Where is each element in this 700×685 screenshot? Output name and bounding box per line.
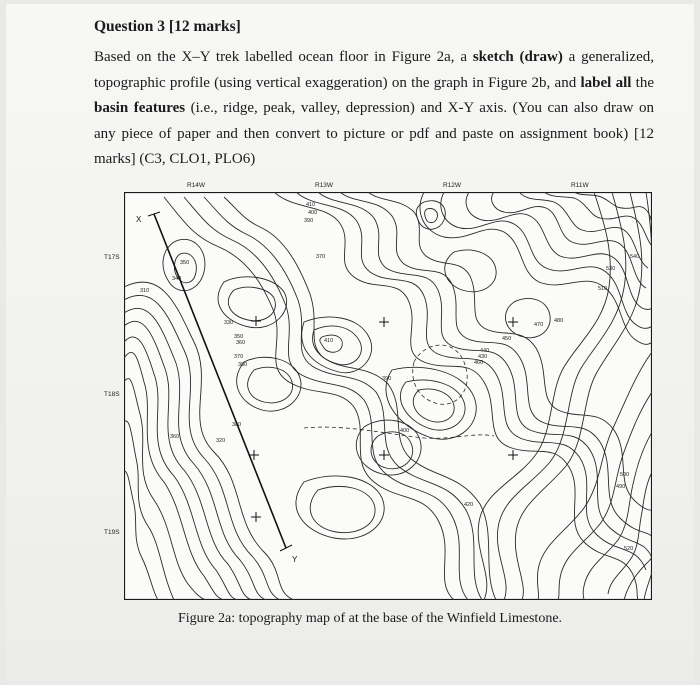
contour-label-470: 470 (534, 322, 544, 328)
contour-label-380: 380 (238, 362, 248, 368)
question-block (94, 18, 654, 173)
contour-label-480: 480 (554, 318, 564, 324)
figure-caption (0, 611, 700, 627)
contour-label-380-b: 380 (232, 422, 242, 428)
contour-label-370-b: 370 (316, 254, 326, 260)
township-label-t17s: T17S (104, 254, 120, 261)
question-body (94, 45, 654, 173)
endpoint-x-label: X (136, 215, 142, 224)
contour-label-400: 400 (308, 210, 318, 216)
body-bold-1: sketch (draw) (472, 49, 563, 65)
contour-label-350: 350 (234, 334, 244, 340)
endpoint-y-label: Y (292, 555, 298, 564)
contour-label-510: 510 (598, 286, 608, 292)
contour-label-520: 520 (624, 546, 634, 552)
contour-label-390: 390 (304, 218, 314, 224)
township-label-t19s: T19S (104, 529, 120, 536)
contour-label-330: 330 (224, 320, 234, 326)
contour-label-370: 370 (234, 354, 244, 360)
contour-label-500: 500 (620, 472, 630, 478)
topography-map (124, 192, 652, 600)
contour-map-svg (124, 192, 652, 600)
body-bold-2: label all (580, 74, 632, 91)
body-text-2: a generalized, topographic profile (using vertical exaggeration) on the graph in Figure 2b, and (94, 49, 654, 91)
contour-label-540: 540 (630, 254, 640, 260)
contour-label-420: 420 (464, 502, 474, 508)
contour-label-360: 360 (236, 340, 246, 346)
body-text-3: the (631, 74, 654, 91)
body-text-4: (i.e., ridge, peak, valley, depression) and X-Y axis. (You can also draw on any piece of paper and then convert to picture or pdf and paste on assignment book) [12 marks] (C3, CLO1, PLO6) (94, 100, 654, 167)
contour-label-450: 450 (502, 336, 512, 342)
range-label-r14w: R14W (187, 182, 206, 189)
contour-label-410-b: 410 (324, 338, 334, 344)
range-label-r13w: R13W (315, 182, 334, 189)
contour-label-350-b: 350 (180, 260, 190, 266)
contour-label-340: 340 (172, 276, 182, 282)
range-label-r11w: R11W (571, 182, 589, 189)
question-title: Question 3 [12 marks] (94, 18, 241, 35)
contour-label-490: 490 (616, 484, 626, 490)
contour-label-390-b: 390 (382, 376, 392, 382)
contour-label-440: 440 (480, 348, 490, 354)
contour-label-310: 310 (140, 288, 150, 294)
contour-label-530: 530 (606, 266, 616, 272)
body-text-1: Based on the X–Y trek labelled ocean floor in Figure 2a, a (94, 49, 473, 65)
figure-caption-text: Figure 2a: topography map of at the base of the Winfield Limestone. (177, 611, 563, 626)
contour-label-410: 410 (306, 202, 316, 208)
contour-label-460: 460 (474, 360, 484, 366)
contour-label-320: 320 (216, 438, 226, 444)
range-label-r12w: R12W (443, 182, 462, 189)
contour-label-430: 430 (478, 354, 488, 360)
township-label-t18s: T18S (104, 391, 120, 398)
contour-label-360-b: 360 (170, 434, 180, 440)
contour-label-400-b: 400 (400, 428, 410, 434)
body-bold-3: basin features (94, 100, 186, 116)
